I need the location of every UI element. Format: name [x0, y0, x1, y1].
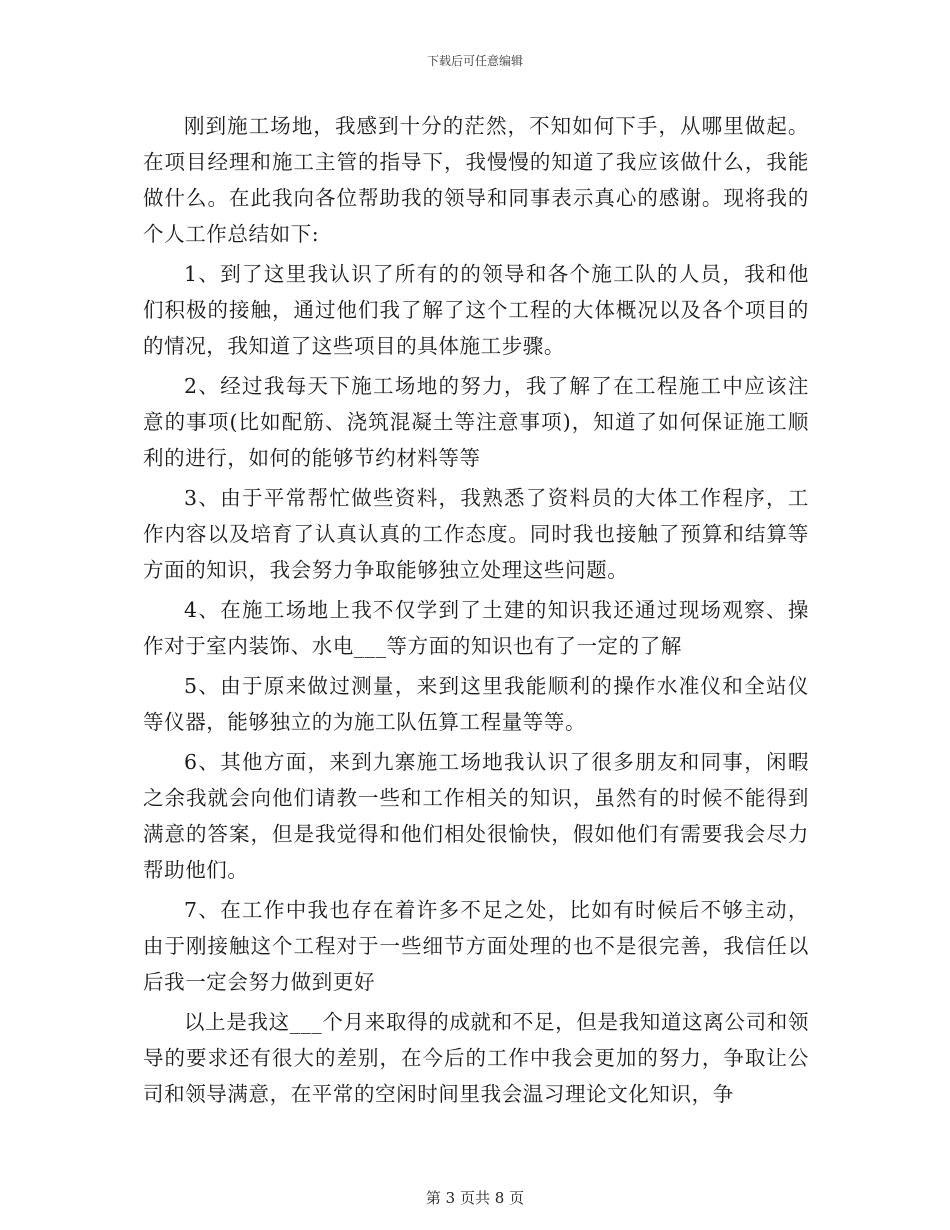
paragraph-item-7: 7、在工作中我也存在着许多不足之处，比如有时候后不够主动，由于刚接触这个工程对于一些细节方面处理的也不是很完善，我信任以后我一定会努力做到更好	[143, 898, 809, 994]
paragraph-item-6: 6、其他方面，来到九寨施工场地我认识了很多朋友和同事，闲暇之余我就会向他们请教一些和工作相关的知识，虽然有的时候不能得到满意的答案，但是我觉得和他们相处很愉快，假如他们有需要我会尽力帮助他们。	[143, 750, 809, 882]
paragraph-item-4: 4、在施工场地上我不仅学到了土建的知识我还通过现场观察、操作对于室内装饰、水电___等方面的知识也有了一定的了解	[143, 598, 809, 658]
paragraph-item-2: 2、经过我每天下施工场地的努力，我了解了在工程施工中应该注意的事项(比如配筋、浇筑混凝土等注意事项)，知道了如何保证施工顺利的进行，如何的能够节约材料等等	[143, 374, 809, 470]
paragraph-item-5: 5、由于原来做过测量，来到这里我能顺利的操作水准仪和全站仪等仪器，能够独立的为施工队伍算工程量等等。	[143, 674, 809, 734]
page-footer: 第 3 页共 8 页	[425, 1189, 525, 1207]
page-header: 下载后可任意编辑	[426, 54, 523, 68]
paragraph-item-1: 1、到了这里我认识了所有的的领导和各个施工队的人员，我和他们积极的接触，通过他们我了解了这个工程的大体概况以及各个项目的的情况，我知道了这些项目的具体施工步骤。	[143, 262, 809, 358]
paragraph-item-3: 3、由于平常帮忙做些资料，我熟悉了资料员的大体工作程序，工作内容以及培育了认真认真的工作态度。同时我也接触了预算和结算等方面的知识，我会努力争取能够独立处理这些问题。	[143, 486, 809, 582]
paragraph-conclusion: 以上是我这___个月来取得的成就和不足，但是我知道这离公司和领导的要求还有很大的差别，在今后的工作中我会更加的努力，争取让公司和领导满意，在平常的空闲时间里我会温习理论文化知识，争	[143, 1010, 809, 1106]
document-body	[143, 108, 809, 1116]
paragraph-intro: 刚到施工场地，我感到十分的茫然，不知如何下手，从哪里做起。在项目经理和施工主管的指导下，我慢慢的知道了我应该做什么，我能做什么。在此我向各位帮助我的领导和同事表示真心的感谢。现将我的个人工作总结如下:	[143, 114, 809, 246]
